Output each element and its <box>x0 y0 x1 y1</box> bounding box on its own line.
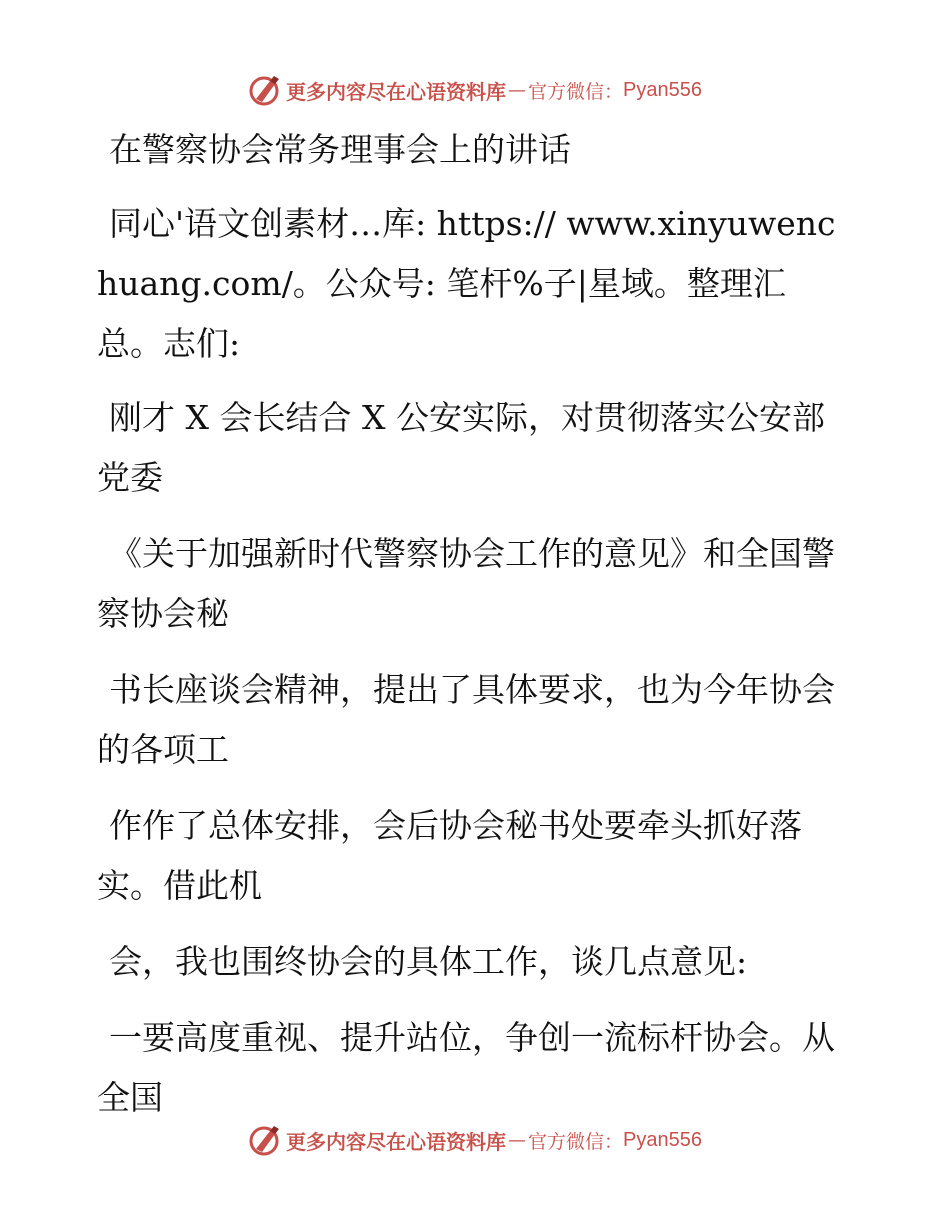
banner-slogan: 更多内容尽在心语资料库 <box>286 79 506 104</box>
header-banner <box>0 70 950 110</box>
paragraph: 书长座谈会精神，提出了具体要求，也为今年协会的各项工 <box>97 670 835 769</box>
banner-wechat-id: Pyan556 <box>623 78 702 101</box>
footer-banner <box>0 1120 950 1160</box>
banner-wechat-id: Pyan556 <box>623 1128 702 1151</box>
paragraph: 《关于加强新时代警察协会工作的意见》和全国警察协会秘 <box>97 534 835 633</box>
pen-logo-icon <box>248 1123 282 1157</box>
banner-wechat-label: 官方微信： <box>528 80 624 103</box>
pen-logo-icon <box>248 73 282 107</box>
paragraph: 同心'语文创素材…库: https:// www.xinyuwenchuang.com/。公众号: 笔杆%子|星域。整理汇总。志们: <box>97 204 836 363</box>
banner-separator: — <box>508 79 526 101</box>
paragraph: 作作了总体安排，会后协会秘书处要牵头抓好落实。借此机 <box>97 806 802 905</box>
banner-separator: — <box>508 1129 526 1151</box>
banner-slogan: 更多内容尽在心语资料库 <box>286 1129 506 1154</box>
document-body <box>97 120 837 1128</box>
document-title: 在警察协会常务理事会上的讲话 <box>109 130 571 169</box>
paragraph: 刚才 X 会长结合 X 公安实际，对贯彻落实公安部党委 <box>97 398 825 497</box>
paragraph: 一要高度重视、提升站位，争创一流标杆协会。从全国 <box>97 1018 835 1117</box>
banner-wechat-label: 官方微信： <box>528 1130 624 1153</box>
paragraph: 会，我也围终协会的具体工作，谈几点意见: <box>109 942 748 981</box>
